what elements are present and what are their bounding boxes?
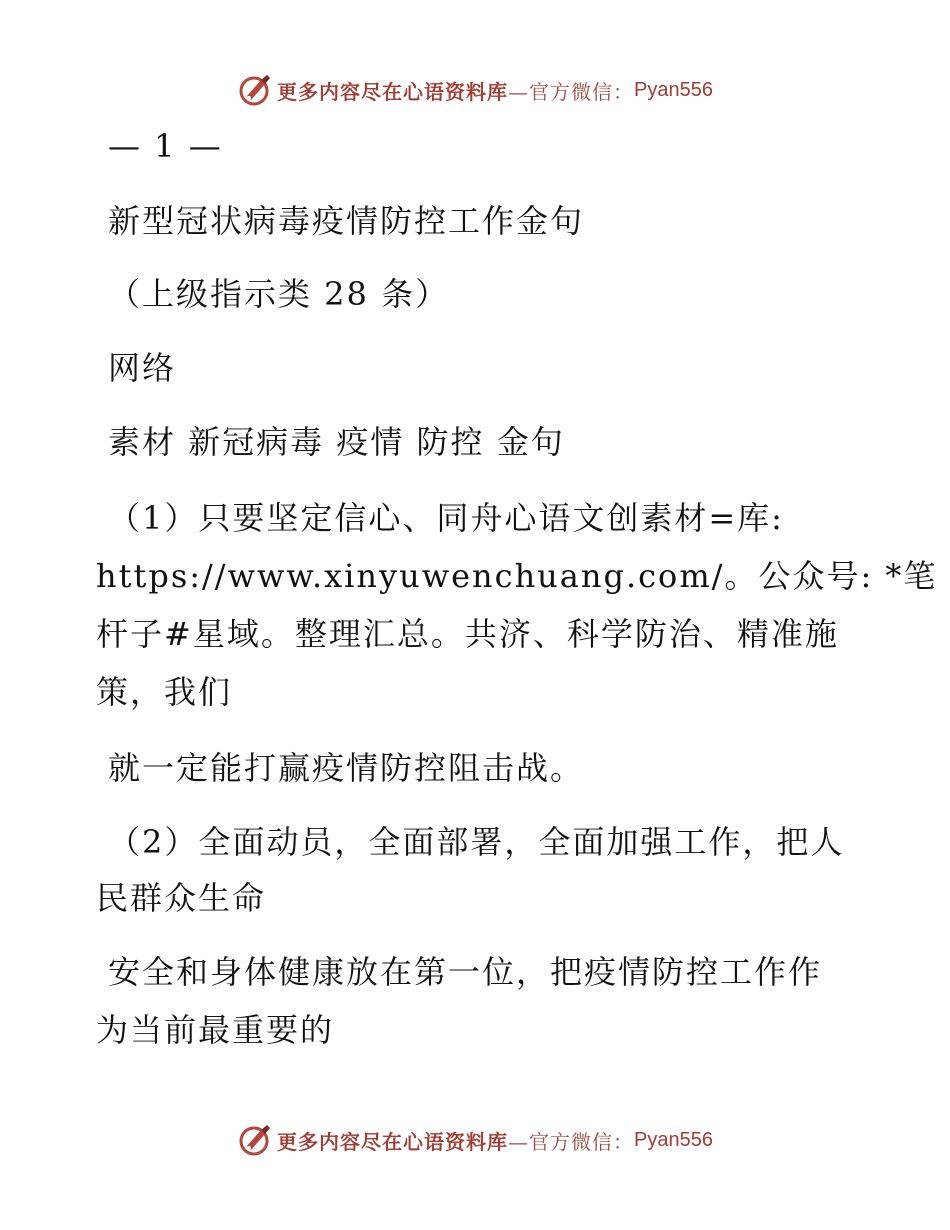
body-line: （1）只要坚定信心、同舟心语文创素材=库: (108, 499, 784, 537)
body-line: （2）全面动员，全面部署，全面加强工作，把人 (108, 823, 845, 861)
document-subtitle: （上级指示类 28 条） (108, 275, 450, 313)
banner-wechat-label: —官方微信： (508, 1129, 635, 1154)
source-label: 网络 (108, 349, 177, 387)
body-line: 杆子#星域。整理汇总。共济、科学防治、精准施 (96, 615, 839, 653)
banner-title: 更多内容尽在心语资料库 (277, 79, 509, 104)
banner-wechat-id: Pyan556 (634, 1128, 713, 1151)
body-line: https://www.xinyuwenchuang.com/。公众号: *笔 (96, 557, 938, 595)
header-watermark-banner (0, 70, 950, 110)
pen-logo-icon (237, 72, 273, 108)
banner-title: 更多内容尽在心语资料库 (277, 1129, 509, 1154)
footer-watermark-banner (0, 1120, 950, 1160)
pen-logo-icon (237, 1122, 273, 1158)
banner-wechat-label: —官方微信： (508, 79, 635, 104)
banner-wechat-id: Pyan556 (634, 78, 713, 101)
body-line: 策，我们 (96, 673, 233, 711)
body-line: 安全和身体健康放在第一位，把疫情防控工作作 (108, 953, 823, 991)
tags-line: 素材 新冠病毒 疫情 防控 金句 (108, 423, 565, 461)
body-line: 民群众生命 (96, 879, 267, 917)
document-title: 新型冠状病毒疫情防控工作金句 (108, 202, 585, 240)
page-number: — 1 — (108, 127, 223, 165)
body-line: 就一定能打赢疫情防控阻击战。 (108, 749, 585, 787)
body-line: 为当前最重要的 (96, 1011, 335, 1049)
